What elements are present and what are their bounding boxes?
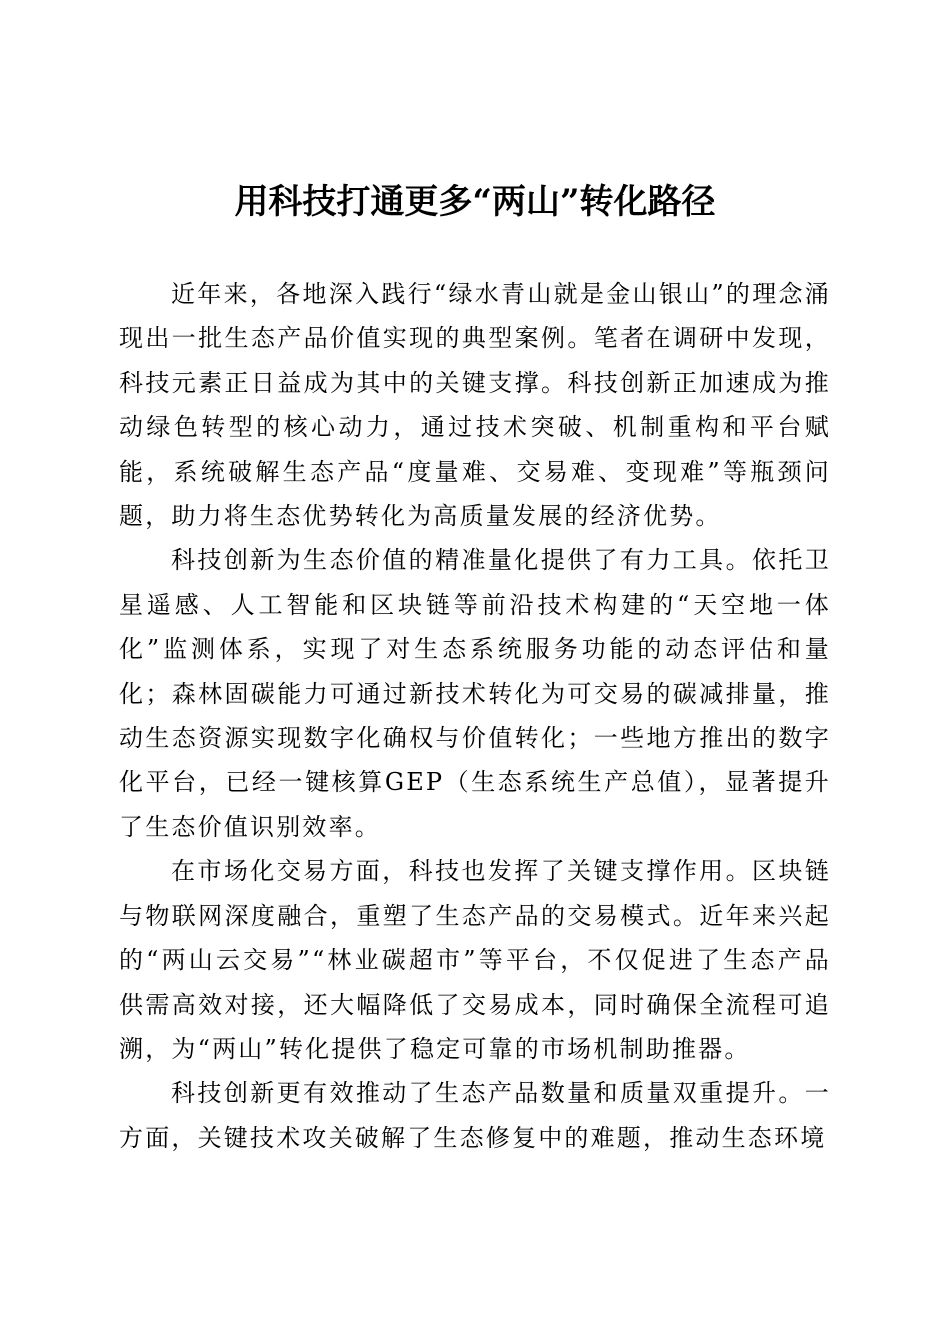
paragraph-market-trading: 在市场化交易方面，科技也发挥了关键支撑作用。区块链与物联网深度融合，重塑了生态产品的交易模式。近年来兴起的“两山云交易”“林业碳超市”等平台，不仅促进了生态产品供需高效对接，还大幅降低了交易成本，同时确保全流程可追溯，为“两山”转化提供了稳定可靠的市场机制助推器。 xyxy=(119,857,831,1063)
document-title: 用科技打通更多“两山”转化路径 xyxy=(234,182,716,222)
paragraph-quantification: 科技创新为生态价值的精准量化提供了有力工具。依托卫星遥感、人工智能和区块链等前沿技术构建的“天空地一体化”监测体系，实现了对生态系统服务功能的动态评估和量化；森林固碳能力可通过新技术转化为可交易的碳减排量，推动生态资源实现数字化确权与价值转化；一些地方推出的数字化平台，已经一键核算GEP（生态系统生产总值），显著提升了生态价值识别效率。 xyxy=(119,546,831,841)
document-body xyxy=(119,272,831,1160)
paragraph-quality-improvement: 科技创新更有效推动了生态产品数量和质量双重提升。一方面，关键技术攻关破解了生态修复中的难题，推动生态环境 xyxy=(119,1079,831,1152)
paragraph-intro: 近年来，各地深入践行“绿水青山就是金山银山”的理念涌现出一批生态产品价值实现的典型案例。笔者在调研中发现，科技元素正日益成为其中的关键支撑。科技创新正加速成为推动绿色转型的核心动力，通过技术突破、机制重构和平台赋能，系统破解生态产品“度量难、交易难、变现难”等瓶颈问题，助力将生态优势转化为高质量发展的经济优势。 xyxy=(119,280,831,531)
